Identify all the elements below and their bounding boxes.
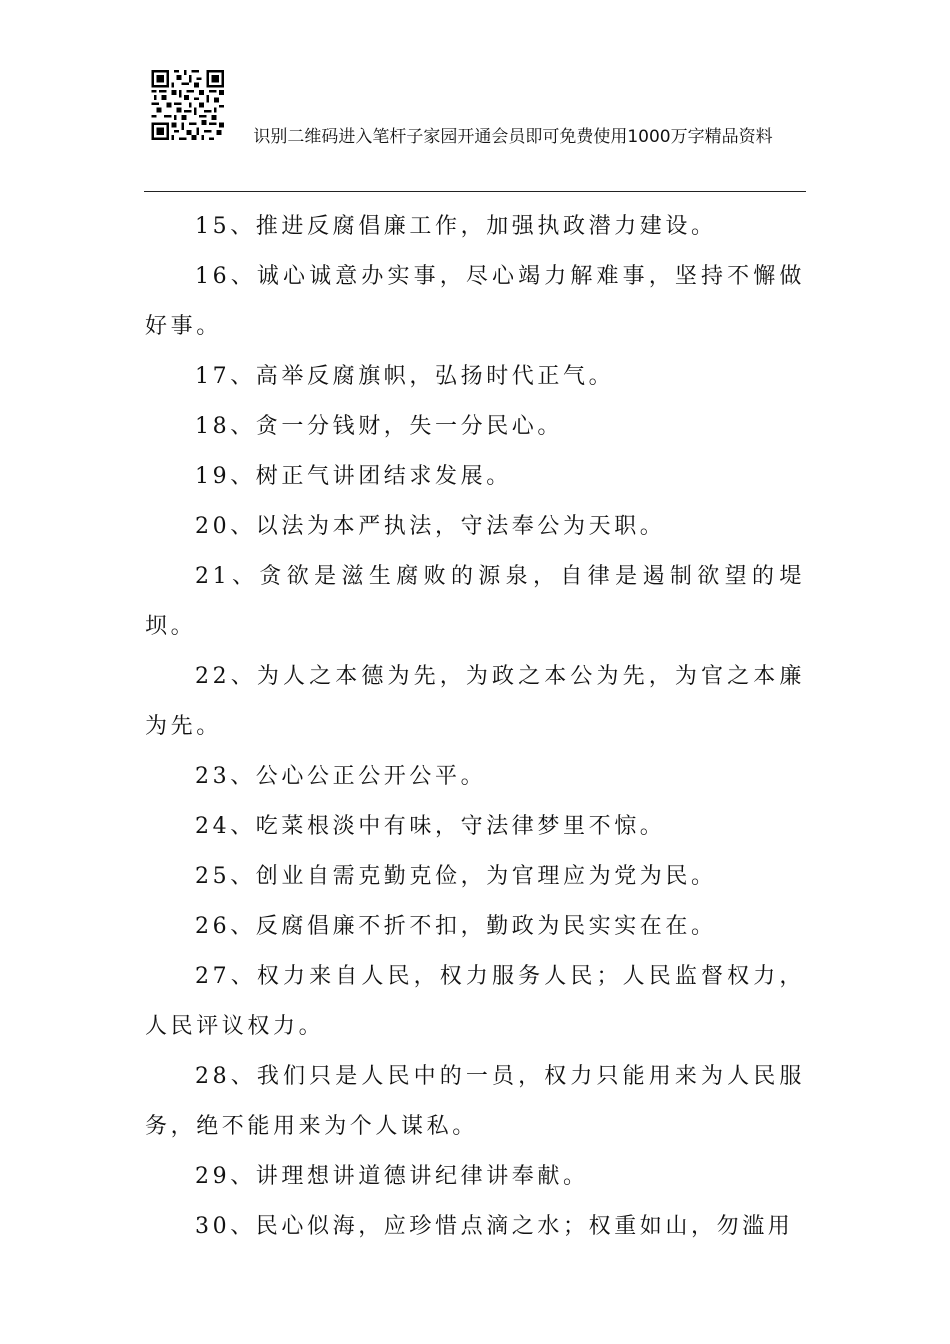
list-item: 24、吃菜根淡中有味，守法律梦里不惊。 — [195, 814, 666, 839]
header-notice — [145, 124, 805, 150]
list-item: 28、我们只是人民中的一员，权力只能用来为人民服务，绝不能用来为个人谋私。 — [145, 1064, 805, 1139]
list-item: 27、权力来自人民，权力服务人民；人民监督权力，人民评议权力。 — [145, 964, 805, 1039]
list-item: 17、高举反腐旗帜，弘扬时代正气。 — [195, 364, 615, 389]
list-item: 22、为人之本德为先，为政之本公为先，为官之本廉为先。 — [145, 664, 805, 739]
list-item: 30、民心似海，应珍惜点滴之水；权重如山，勿滥用 — [195, 1214, 794, 1239]
list-item: 18、贪一分钱财，失一分民心。 — [195, 414, 563, 439]
document-body — [145, 202, 805, 1252]
list-item: 19、树正气讲团结求发展。 — [195, 464, 512, 489]
header-notice-text: 识别二维码进入笔杆子家园开通会员即可免费使用1000万字精品资料 — [253, 127, 773, 147]
list-item: 21、贪欲是滋生腐败的源泉，自律是遏制欲望的堤坝。 — [145, 564, 805, 639]
list-item: 16、诚心诚意办实事，尽心竭力解难事，坚持不懈做好事。 — [145, 264, 805, 339]
list-item: 20、以法为本严执法，守法奉公为天职。 — [195, 514, 666, 539]
list-item: 26、反腐倡廉不折不扣，勤政为民实实在在。 — [195, 914, 717, 939]
list-item: 15、推进反腐倡廉工作，加强执政潜力建设。 — [195, 214, 717, 239]
list-item: 25、创业自需克勤克俭，为官理应为党为民。 — [195, 864, 717, 889]
header-divider — [144, 191, 806, 192]
list-item: 23、公心公正公开公平。 — [195, 764, 487, 789]
list-item: 29、讲理想讲道德讲纪律讲奉献。 — [195, 1164, 589, 1189]
